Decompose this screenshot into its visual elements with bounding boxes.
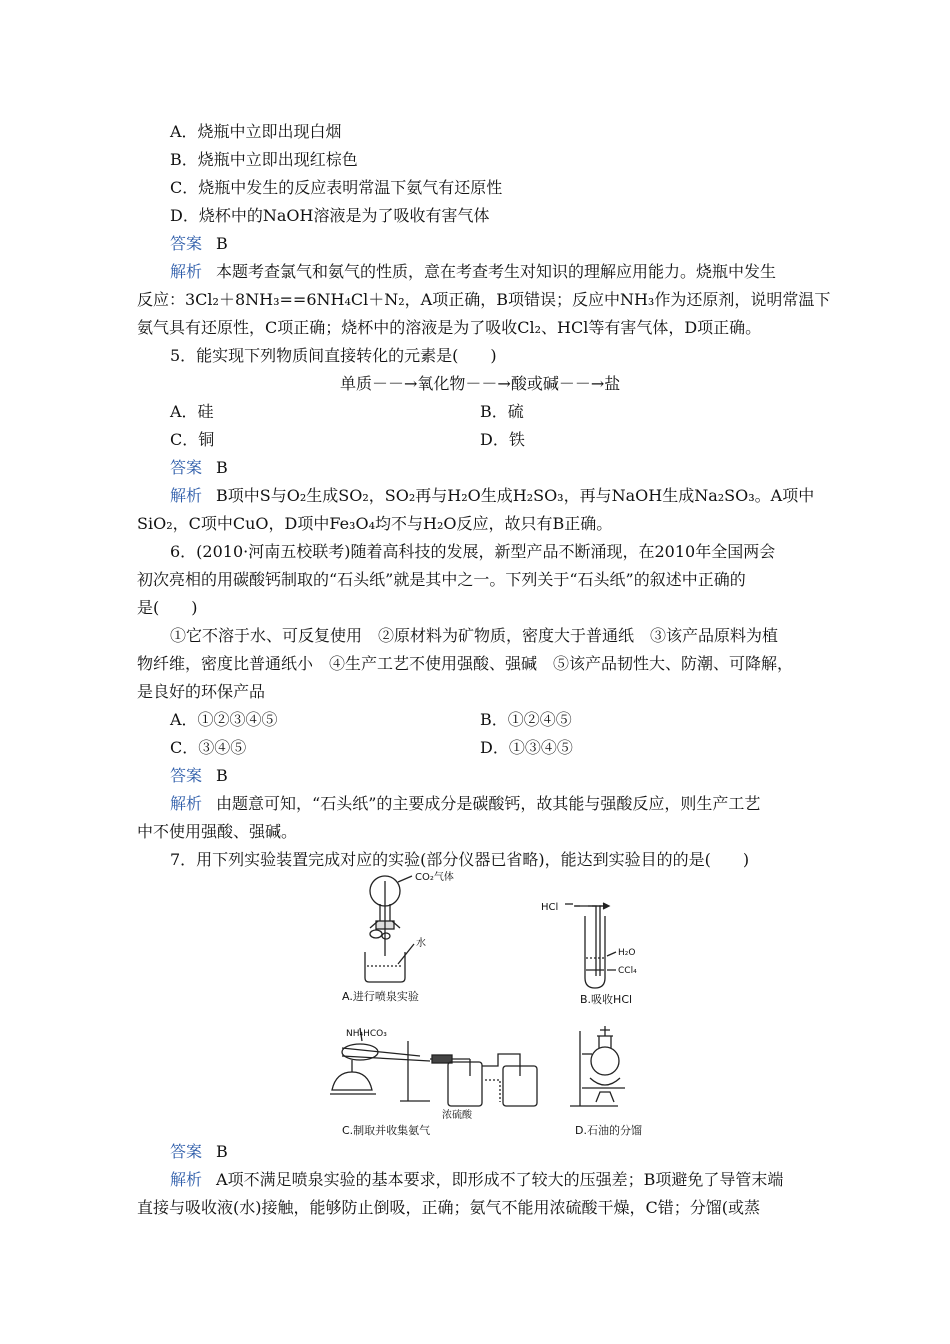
q5-analysis-line-1	[170, 486, 814, 506]
fig-b-ccl4-label: CCl₄	[618, 966, 637, 976]
q6-analysis-line-1	[170, 794, 760, 814]
answer-value: B	[216, 234, 228, 253]
fig-a-water-label: 水	[416, 938, 426, 949]
fig-a-gas-label: CO₂气体	[415, 872, 454, 883]
analysis-text: 由题意可知，“石头纸”的主要成分是碳酸钙，故其能与强酸反应，则生产工艺	[216, 794, 761, 813]
q6-items-line-1: ①它不溶于水、可反复使用 ②原材料为矿物质，密度大于普通纸 ③该产品原料为植	[170, 626, 779, 645]
answer-label: 答案	[170, 766, 203, 785]
q6-stem-line-2: 初次亮相的用碳酸钙制取的“石头纸”就是其中之一。下列关于“石头纸”的叙述中正确的	[137, 570, 746, 589]
q6-items-line-2: 物纤维，密度比普通纸小 ④生产工艺不使用强酸、强碱 ⑤该产品韧性大、防潮、可降解，	[137, 654, 794, 673]
fig-c-reagent-label: NH₄HCO₃	[346, 1029, 387, 1039]
q5-conversion-chain: 单质－－→氧化物－－→酸或碱－－→盐	[340, 374, 621, 393]
fig-c-caption: C.制取并收集氨气	[342, 1124, 431, 1137]
q6-stem-line-1-visible: 6．(2010·河南五校联考)随着高科技的发展，新型产品不断涌现，在2010年全国两会	[170, 542, 776, 561]
q6-items-line-3: 是良好的环保产品	[137, 682, 266, 701]
fig-c-acid-label: 浓硫酸	[442, 1110, 472, 1121]
analysis-label: 解析	[170, 794, 203, 813]
q4-option-b: B．烧瓶中立即出现红棕色	[170, 150, 358, 169]
q4-analysis-line-1	[170, 262, 776, 282]
q5-option-d: D．铁	[480, 430, 525, 449]
q5-option-a: A．硅	[170, 402, 214, 421]
q6-option-d: D．①③④⑤	[480, 738, 573, 757]
fig-d-caption: D.石油的分馏	[575, 1124, 642, 1137]
analysis-label: 解析	[170, 486, 203, 505]
q7-analysis-line-1	[170, 1170, 783, 1190]
q4-analysis-line-2: 反应：3Cl₂＋8NH₃==6NH₄Cl＋N₂，A项正确，B项错误；反应中NH₃作为还原剂，说明常温下	[137, 290, 831, 309]
q5-analysis-line-2: SiO₂，C项中CuO，D项中Fe₃O₄均不与H₂O反应，故只有B正确。	[137, 514, 613, 533]
answer-value: B	[216, 1142, 228, 1161]
q6-option-c: C．③④⑤	[170, 738, 247, 757]
answer-value: B	[216, 458, 228, 477]
analysis-text: A项不满足喷泉实验的基本要求，即形成不了较大的压强差；B项避免了导管末端	[216, 1170, 784, 1189]
analysis-text: 本题考查氯气和氨气的性质，意在考查考生对知识的理解应用能力。烧瓶中发生	[216, 262, 777, 281]
analysis-text: B项中S与O₂生成SO₂，SO₂再与H₂O生成H₂SO₃，再与NaOH生成Na₂SO₃。A项中	[216, 486, 815, 505]
q6-stem-line-3: 是( )	[137, 598, 198, 617]
q5-stem: 5．能实现下列物质间直接转化的元素是( )	[170, 346, 497, 365]
q7-stem: 7．用下列实验装置完成对应的实验(部分仪器已省略)，能达到实验目的的是( )	[170, 850, 750, 869]
q5-option-b: B．硫	[480, 402, 524, 421]
q5-option-c: C．铜	[170, 430, 215, 449]
q6-answer	[170, 766, 228, 786]
q4-option-d: D．烧杯中的NaOH溶液是为了吸收有害气体	[170, 206, 490, 225]
q4-analysis-line-3: 氨气具有还原性，C项正确；烧杯中的溶液是为了吸收Cl₂、HCl等有害气体，D项正确。	[137, 318, 762, 337]
fig-b-caption: B.吸收HCl	[580, 993, 633, 1006]
analysis-label: 解析	[170, 1170, 203, 1189]
q7-answer	[170, 1142, 228, 1162]
answer-label: 答案	[170, 234, 203, 253]
q5-answer	[170, 458, 228, 478]
answer-label: 答案	[170, 458, 203, 477]
q6-option-a: A．①②③④⑤	[170, 710, 278, 729]
analysis-label: 解析	[170, 262, 203, 281]
fig-b-h2o-label: H₂O	[618, 948, 636, 958]
q6-option-b: B．①②④⑤	[480, 710, 572, 729]
q4-answer	[170, 234, 228, 254]
answer-label: 答案	[170, 1142, 203, 1161]
fig-a-caption: A.进行喷泉实验	[342, 990, 419, 1003]
q6-analysis-line-2: 中不使用强酸、强碱。	[137, 822, 298, 841]
q7-analysis-line-2: 直接与吸收液(水)接触，能够防止倒吸，正确；氨气不能用浓硫酸干燥，C错；分馏(或蒸	[137, 1198, 760, 1217]
answer-value: B	[216, 766, 228, 785]
q4-option-a: A．烧瓶中立即出现白烟	[170, 122, 342, 141]
fig-b-hcl-label: HCl	[541, 902, 559, 913]
q4-option-c: C．烧瓶中发生的反应表明常温下氨气有还原性	[170, 178, 503, 197]
q7-apparatus-figure	[320, 866, 660, 1142]
